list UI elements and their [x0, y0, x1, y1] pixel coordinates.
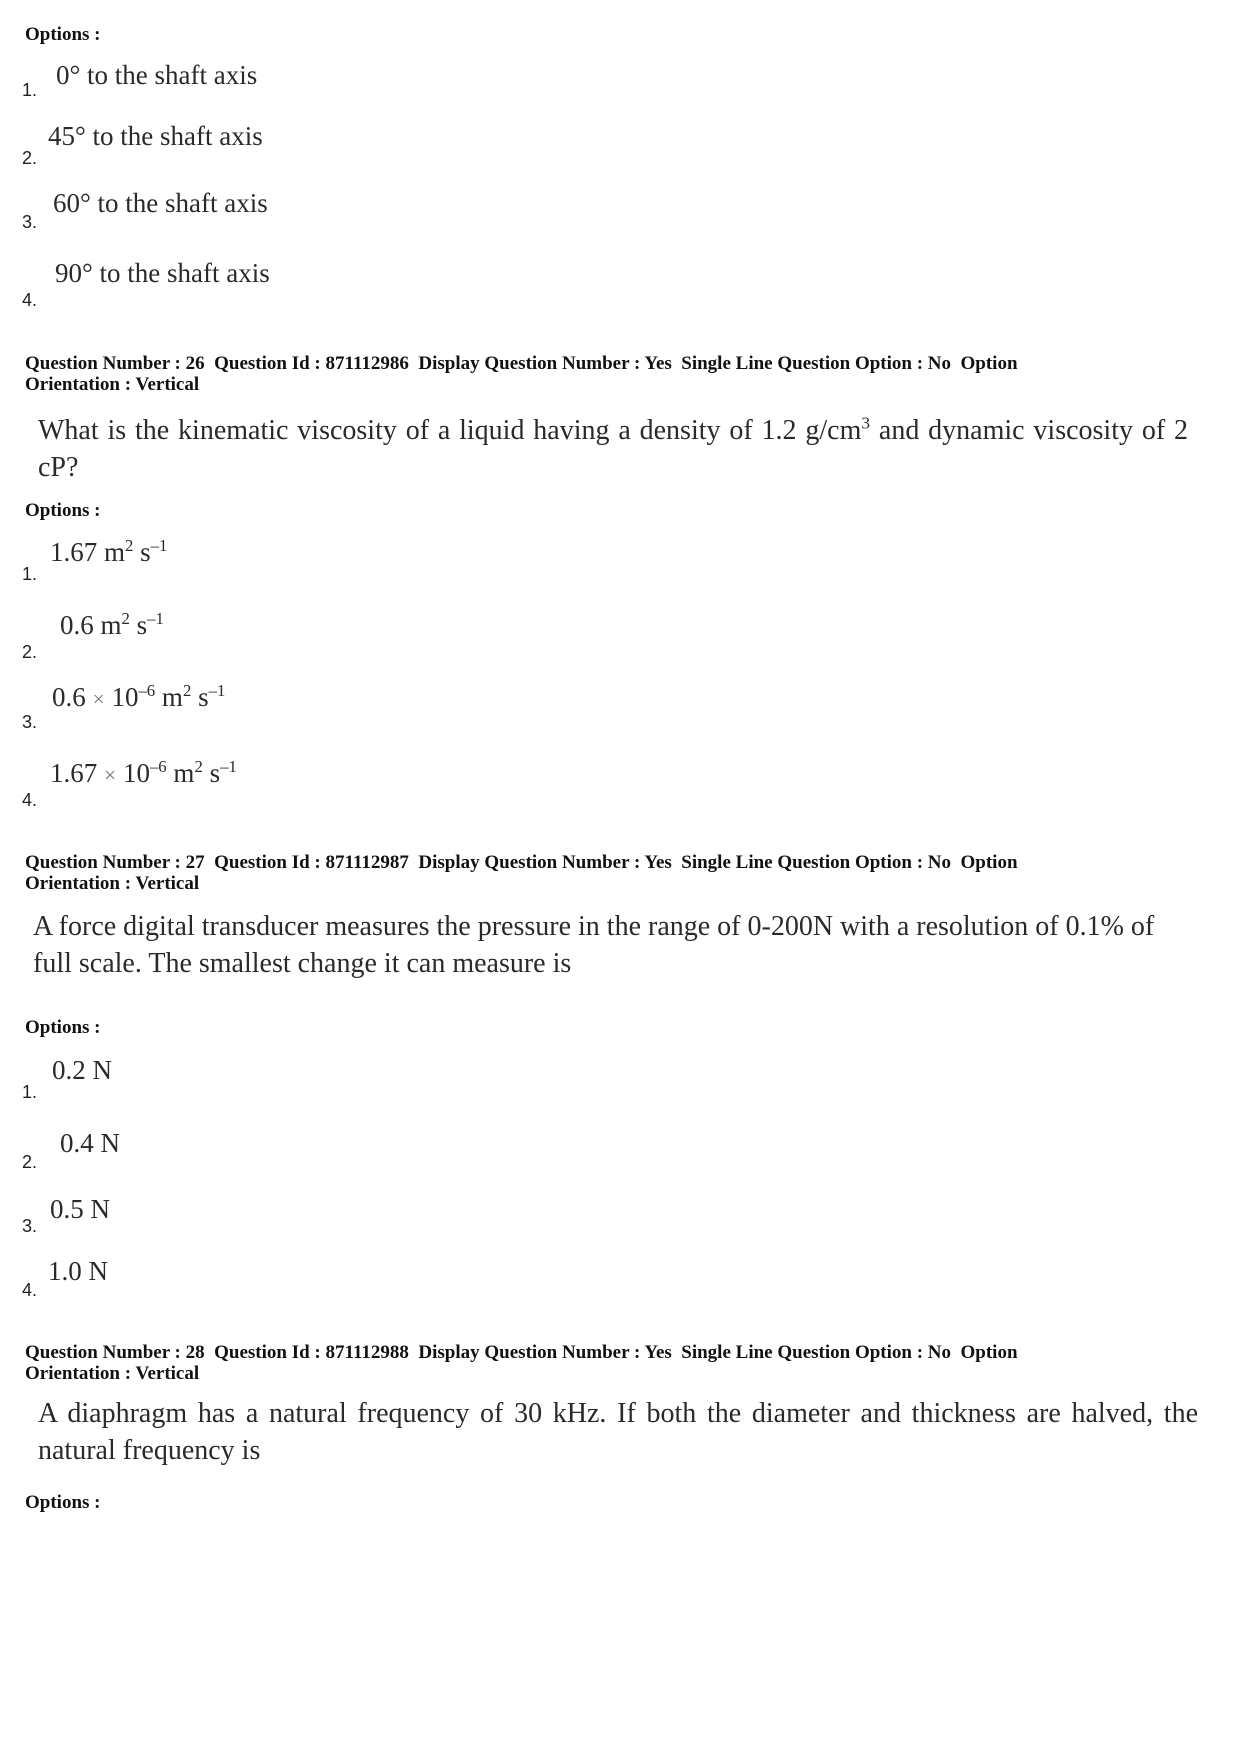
question-text: A diaphragm has a natural frequency of 30 kHz. If both the diameter and thickness are halved, the natural frequency is [38, 1398, 1198, 1466]
unit: m [161, 682, 183, 712]
unit: s [209, 758, 221, 788]
options-label: Options : [25, 24, 101, 45]
superscript: 2 [194, 756, 203, 776]
header-line: Question Number : 28 Question Id : 871112988 Display Question Number : Yes Single Line Question Option : No Option [25, 1342, 1018, 1363]
header-line: Question Number : 27 Question Id : 871112987 Display Question Number : Yes Single Line Question Option : No Option [25, 852, 1018, 873]
unit: m [100, 610, 122, 640]
superscript: –1 [220, 756, 237, 776]
coefficient: 0.6 [60, 610, 94, 640]
exponent: –6 [149, 756, 167, 776]
question-header [25, 1342, 1018, 1384]
option-text: 0° to the shaft axis [56, 60, 258, 90]
unit: s [140, 537, 151, 567]
unit: m [173, 758, 195, 788]
question-text-part: and dynamic viscosity of 2 cP? [38, 415, 1188, 483]
exponent: –6 [138, 680, 156, 700]
option-number: 3. [22, 212, 38, 232]
superscript: 2 [121, 608, 130, 628]
option-text: 1.0 N [48, 1256, 108, 1286]
unit: s [136, 610, 148, 640]
option-number: 2. [22, 1152, 38, 1172]
question-header [25, 852, 1018, 894]
options-label: Options : [25, 1492, 101, 1513]
option-number: 4. [22, 1280, 38, 1300]
superscript: –1 [147, 608, 164, 628]
option-number: 1. [22, 1082, 38, 1102]
header-line: Orientation : Vertical [25, 1363, 200, 1384]
header-line: Orientation : Vertical [25, 374, 200, 395]
superscript: 2 [182, 680, 192, 700]
question-text: A force digital transducer measures the pressure in the range of 0-200N with a resolution of 0.1% of full scale. The smallest change it can measure is [33, 911, 1155, 979]
option-number: 1. [22, 564, 38, 584]
option-text: 0.2 N [52, 1055, 112, 1085]
superscript: –1 [208, 680, 226, 700]
unit: s [198, 682, 209, 712]
superscript: –1 [150, 535, 168, 555]
header-line: Question Number : 26 Question Id : 871112986 Display Question Number : Yes Single Line Question Option : No Option [25, 353, 1018, 374]
option-number: 3. [22, 712, 38, 732]
question-header [25, 353, 1018, 395]
option-number: 3. [22, 1216, 38, 1236]
times-sign: × [104, 763, 117, 787]
question-text [38, 412, 1188, 486]
option-number: 2. [22, 148, 38, 168]
coefficient: 0.6 [52, 682, 86, 712]
times-sign: × [92, 687, 105, 711]
options-label: Options : [25, 1017, 101, 1038]
option-number: 4. [22, 790, 38, 810]
option-number: 2. [22, 642, 38, 662]
option-number: 1. [22, 80, 38, 100]
option-text: 0.5 N [50, 1194, 110, 1224]
unit: m [104, 537, 126, 567]
option-text [50, 758, 237, 789]
option-number: 4. [22, 290, 38, 310]
option-text [52, 682, 225, 713]
header-line: Orientation : Vertical [25, 873, 200, 894]
question-text-part: What is the kinematic viscosity of a liquid having a density of 1.2 g/cm [38, 415, 862, 446]
option-text: 45° to the shaft axis [48, 121, 263, 151]
option-text: 90° to the shaft axis [55, 258, 270, 288]
power-base: 10 [111, 682, 139, 712]
coefficient: 1.67 [50, 758, 98, 788]
coefficient: 1.67 [50, 537, 98, 567]
option-text [60, 610, 164, 641]
option-text: 60° to the shaft axis [53, 188, 268, 218]
power-base: 10 [122, 758, 150, 788]
option-text: 0.4 N [60, 1128, 120, 1158]
options-label: Options : [25, 500, 101, 521]
option-text [50, 537, 167, 568]
superscript: 3 [861, 413, 871, 433]
superscript: 2 [125, 535, 134, 555]
